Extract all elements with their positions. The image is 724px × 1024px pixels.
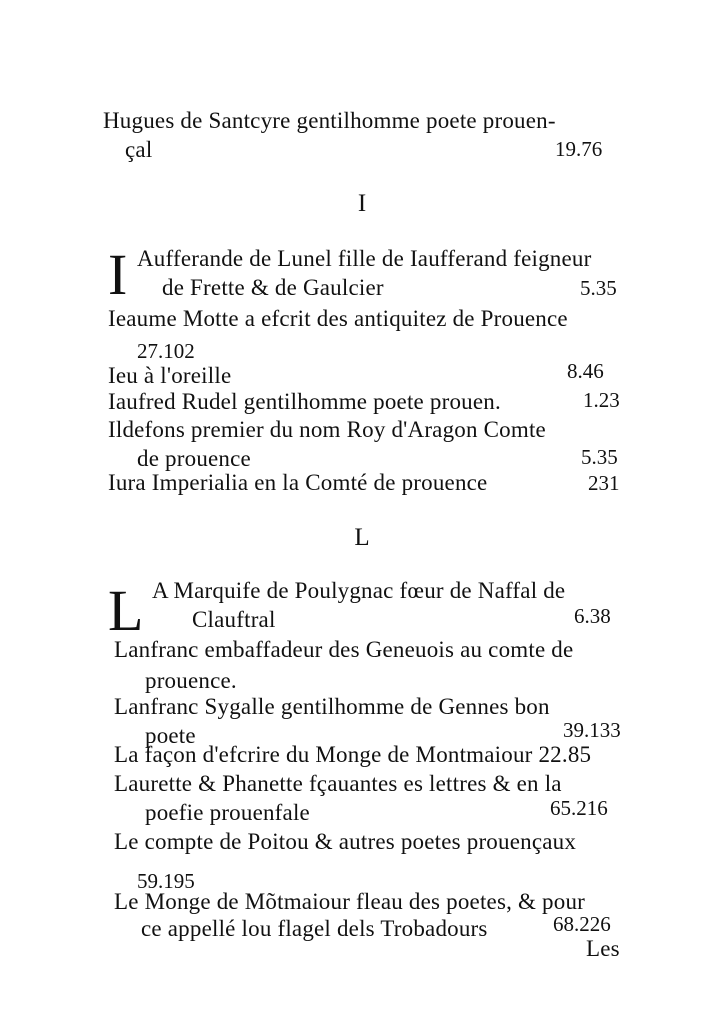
page-reference: 59.195 <box>137 869 195 893</box>
index-entry-ieu-line1: Ieu à l'oreille <box>108 363 232 388</box>
index-entry-iausserande-line1: Aufferande de Lunel fille de Iaufferand feigneur <box>137 246 592 271</box>
index-entry-hugues-line2: çal <box>125 137 153 162</box>
index-entry-lanfranc-sygalle-line1: Lanfranc Sygalle gentilhomme de Gennes bon <box>114 694 550 719</box>
page-reference: 5.35 <box>581 445 618 469</box>
index-entry-le-monge-line1: Le Monge de Mõtmaiour fleau des poetes, & pour <box>114 889 585 914</box>
page-reference: 19.76 <box>555 137 603 161</box>
index-entry-le-monge-line2: ce appellé lou flagel dels Trobadours <box>141 916 488 941</box>
index-entry-iaufred-line1: Iaufred Rudel gentilhomme poete prouen. <box>108 389 501 414</box>
page-reference: 27.102 <box>137 339 195 363</box>
drop-cap-i: I <box>108 242 128 307</box>
page-reference: 8.46 <box>567 359 604 383</box>
catchword: Les <box>586 936 620 961</box>
index-entry-le-compte-line1: Le compte de Poitou & autres poetes prouençaux <box>114 829 577 854</box>
page-reference: 6.38 <box>574 604 611 628</box>
index-entry-ildefons-line2: de prouence <box>137 446 251 471</box>
section-heading-l: L <box>354 524 370 551</box>
index-entry-hugues-line1: Hugues de Santcyre gentilhomme poete prouen- <box>103 108 556 133</box>
page-reference: 65.216 <box>550 796 608 820</box>
index-entry-lanfranc-line2: prouence. <box>145 668 237 693</box>
index-entry-iausserande-line2: de Frette & de Gaulcier <box>162 275 384 300</box>
index-entry-ieaume-line1: Ieaume Motte a efcrit des antiquitez de Prouence <box>108 306 568 331</box>
page-reference: 231 <box>588 471 620 495</box>
index-entry-laurette-line1: Laurette & Phanette fçauantes es lettres & en la <box>114 771 562 796</box>
page-reference: 68.226 <box>553 912 611 936</box>
index-entry-la-facon-line1: La façon d'efcrire du Monge de Montmaiour 22.85 <box>114 742 592 767</box>
drop-cap-l: L <box>108 578 144 643</box>
index-entry-lanfranc-line1: Lanfranc embaffadeur des Geneuois au comte de <box>114 637 574 662</box>
index-entry-laurette-line2: poefie prouenfale <box>145 800 310 825</box>
index-entry-iura-line1: Iura Imperialia en la Comté de prouence <box>108 470 488 495</box>
section-heading-i: I <box>357 190 367 217</box>
page-reference: 5.35 <box>580 276 617 300</box>
index-entry-lanfranc-sygalle-line2: poete <box>145 723 196 748</box>
index-entry-ildefons-line1: Ildefons premier du nom Roy d'Aragon Comte <box>108 417 546 442</box>
page-reference: 39.133 <box>563 718 621 742</box>
page-reference: 1.23 <box>583 388 620 412</box>
index-entry-marquise-line2: Clauftral <box>192 607 276 632</box>
index-entry-marquise-line1: A Marquife de Poulygnac fœur de Naffal de <box>152 578 566 603</box>
